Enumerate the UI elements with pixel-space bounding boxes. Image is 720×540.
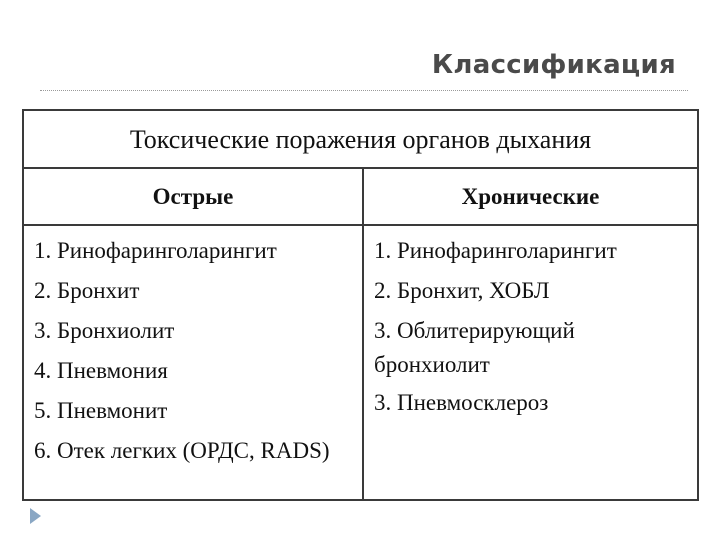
list-item: 2. Бронхит, ХОБЛ [374, 278, 550, 303]
list-item: 3. Пневмосклероз [374, 390, 549, 415]
slide-title: Классификация [431, 50, 676, 80]
list-item: 6. Отек легких (ОРДС, RADS) [34, 438, 330, 463]
list-item: 3. Бронхиолит [34, 318, 175, 343]
list-item: 5. Пневмонит [34, 398, 168, 423]
acute-list-cell [24, 226, 364, 499]
triangle-bullet-icon [30, 508, 41, 524]
table-heading: Токсические поражения органов дыхания [24, 111, 697, 169]
title-divider [40, 90, 688, 91]
list-item: 2. Бронхит [34, 278, 140, 303]
column-header-acute: Острые [24, 169, 364, 226]
column-header-chronic: Хронические [364, 169, 697, 226]
list-item: 4. Пневмония [34, 358, 168, 383]
list-item: 3. Облитерирующий бронхиолит [374, 318, 575, 377]
classification-table [22, 109, 699, 501]
list-item: 1. Ринофаринголарингит [34, 238, 277, 263]
chronic-list-cell [364, 226, 697, 499]
list-item: 1. Ринофаринголарингит [374, 238, 617, 263]
acute-list [34, 234, 352, 468]
chronic-list [374, 234, 687, 420]
